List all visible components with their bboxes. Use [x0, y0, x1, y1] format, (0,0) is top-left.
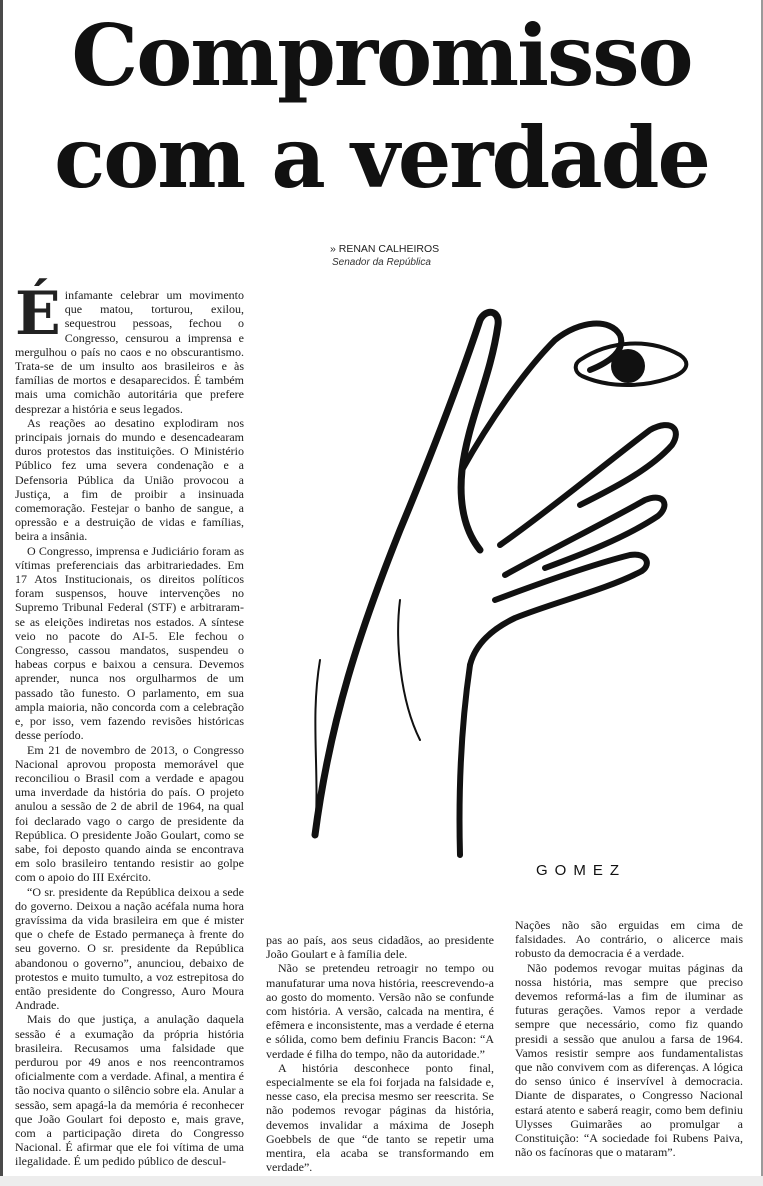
drop-cap: É	[15, 279, 61, 349]
headline-line-2: com a verdade	[54, 108, 709, 207]
article-paragraph: Em 21 de novembro de 2013, o Congresso Nacional aprovou proposta memorável que reconciliou o Brasil com a verdade e apagou uma inverdade da história do país. O projeto anulou a sessão de 2 de abril de 1964, na qual foi declarado vago o cargo de presidente da República. O presidente João Goulart, como se sabe, foi deposto quando ainda se encontrava em solo brasileiro tentando resistir ao golpe com o apoio do III Exército.	[15, 742, 244, 885]
article-paragraph: Não podemos revogar muitas páginas da nossa história, mas sempre que preciso devemos reformá-las a fim de iluminar as futuras gerações. Vamos repor a verdade sempre que necessário, como fiz quando presidi a sessão que anulou a farsa de 1964. Vamos resistir sempre aos fundamentalistas que não convivem com as diferenças. A lógica do senso único é inservível à democracia. Diante de disparates, o Congresso Nacional estará atento e saberá reagir, como bem definiu Ulysses Guimarães ao promulgar a Constituição: “A sociedade foi Rubens Paiva, não os facínoras que o mataram”.	[515, 960, 743, 1160]
byline-author: » RENAN CALHEIROS	[330, 243, 440, 255]
article-paragraph: O Congresso, imprensa e Judiciário foram as vítimas preferenciais das arbitrariedades. Em 17 Atos Institucionais, os direitos políticos foram suspensos, houve intervenções no Supremo Tribunal Federal (STF) e arbitraram-se as eleições indiretas nos estados. A síntese veio no pacote do AI-5. Ele fechou o Congresso, cassou mandatos, suspendeu o habeas corpus e baixou a censura. Devemos aprender, nunca nos orgulharmos de um passado tão funesto. O parlamento, em sua ampla maioria, não concorda com a celebração e, por isso, vem fazendo revisões históricas desse período.	[15, 543, 244, 743]
article-paragraph: infamante celebrar um movimento que matou, torturou, exilou, sequestrou pessoas, fechou o Congresso, censurou a imprensa e mergulhou o país no caos e no obscurantismo. Trata-se de um insulto aos brasileiros e às famílias de mortos e desaparecidos. É também mais uma comichão autoritária que prefere desprezar a história e seus legados.	[15, 288, 244, 416]
hand-with-eye-drawing	[290, 300, 710, 890]
article-column-2	[266, 933, 494, 1174]
byline-role: Senador da República	[332, 257, 431, 268]
article-column-3	[515, 918, 743, 1159]
page-bottom-edge	[0, 1176, 763, 1186]
article-paragraph: Nações não são erguidas em cima de falsidades. Ao contrário, o alicerce mais robusto da democracia é a verdade.	[515, 918, 743, 961]
article-paragraph: As reações ao desatino explodiram nos principais jornais do mundo e desencadearam duros protestos das instituições. O Ministério Público fez uma severa condenação e a Defensoria Pública da União provocou a Justiça, a fim de proibir a insinuada comemoração. Festejar o banho de sangue, a opressão e a destruição de vidas e famílias, beira a insânia.	[15, 415, 244, 544]
illustrator-signature: GOMEZ	[536, 862, 626, 879]
hand-eye-illustration	[290, 300, 710, 890]
article-paragraph: “O sr. presidente da República deixou a sede do governo. Deixou a nação acéfala numa hora gravíssima da vida brasileira em que é mister que o chefe de Estado permaneça à frente do seu governo. O sr. presidente da República abandonou o governo”, anunciou, debaixo de protestos e muito tumulto, a voz estrepitosa do então presidente do Congresso, Auro Moura Andrade.	[15, 884, 244, 1013]
article-paragraph: pas ao país, aos seus cidadãos, ao presidente João Goulart e à família dele.	[266, 933, 494, 962]
article-paragraph: Mais do que justiça, a anulação daquela sessão é a exumação da própria história brasileira. Recusamos uma falsidade que perdurou por 49 anos e nos reencontramos oficialmente com a verdade. Afinal, a mentira é tão nociva quanto o silêncio sobre ela. Anular a sessão, sem apagá-la da memória é reconhecer que João Goulart foi deposto e, mais grave, com a participação direta do Congresso Nacional. É afirmar que ele foi vítima de uma ilegalidade. É um pedido público de descul-	[15, 1012, 244, 1169]
article-paragraph: Não se pretendeu retroagir no tempo ou manufaturar uma nova história, reescrevendo-a ao gosto do momento. Versão não se confunde com história. A versão, calcada na mentira, é efêmera e inconsistente, mas a verdade é eterna e sólida, como bem definiu Francis Bacon: “A verdade é filha do tempo, não da autoridade.”	[266, 961, 494, 1061]
article-column-1	[15, 279, 244, 1169]
headline-line-1: Compromisso	[71, 6, 692, 105]
article-paragraph: A história desconhece ponto final, especialmente se ela foi forjada na falsidade e, nesse caso, ela precisa mesmo ser reescrita. Se não podemos revogar páginas da história, devemos invalidar a máxima de Joseph Goebbels de que “de tanto se repetir uma mentira, ela acaba se transformando em verdade”.	[266, 1060, 494, 1175]
